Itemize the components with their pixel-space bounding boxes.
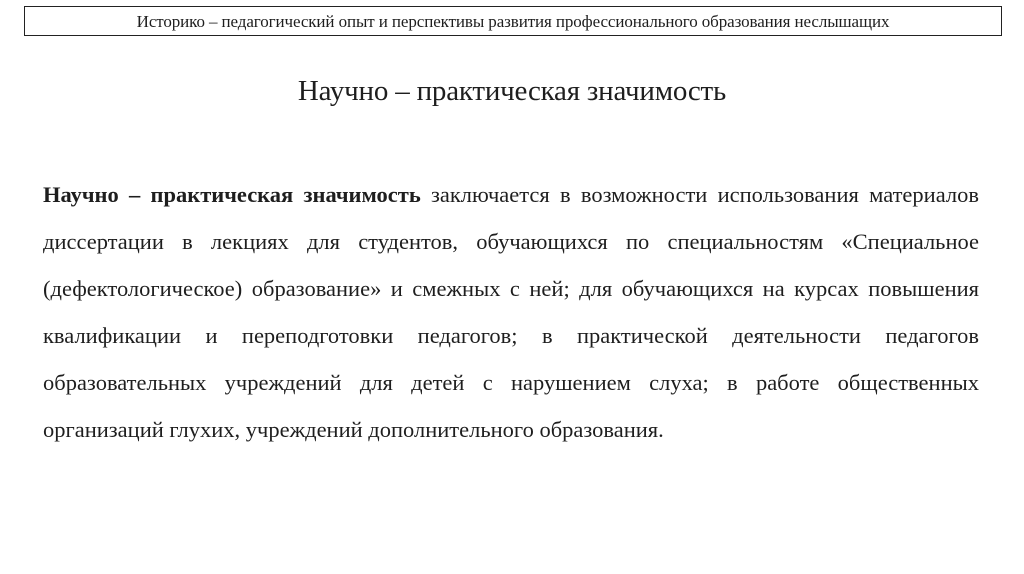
body-bold-lead: Научно – практическая значимость — [43, 182, 421, 207]
header-text: Историко – педагогический опыт и перспективы развития профессионального образования неслышащих — [136, 11, 890, 31]
body-text: заключается в возможности использования материалов диссертации в лекциях для студентов, обучающихся по специальностям «Специальное (дефектологическое) образование» и смежных с ней; для обучающихся на курсах повышения квалификации и переподготовки педагогов; в практической деятельности педагогов образовательных учреждений для детей с нарушением слуха; в работе общественных организаций глухих, учреждений дополнительного образования. — [43, 182, 979, 442]
header-banner — [24, 6, 1002, 36]
body-paragraph — [43, 171, 979, 453]
page-title: Научно – практическая значимость — [297, 75, 727, 107]
